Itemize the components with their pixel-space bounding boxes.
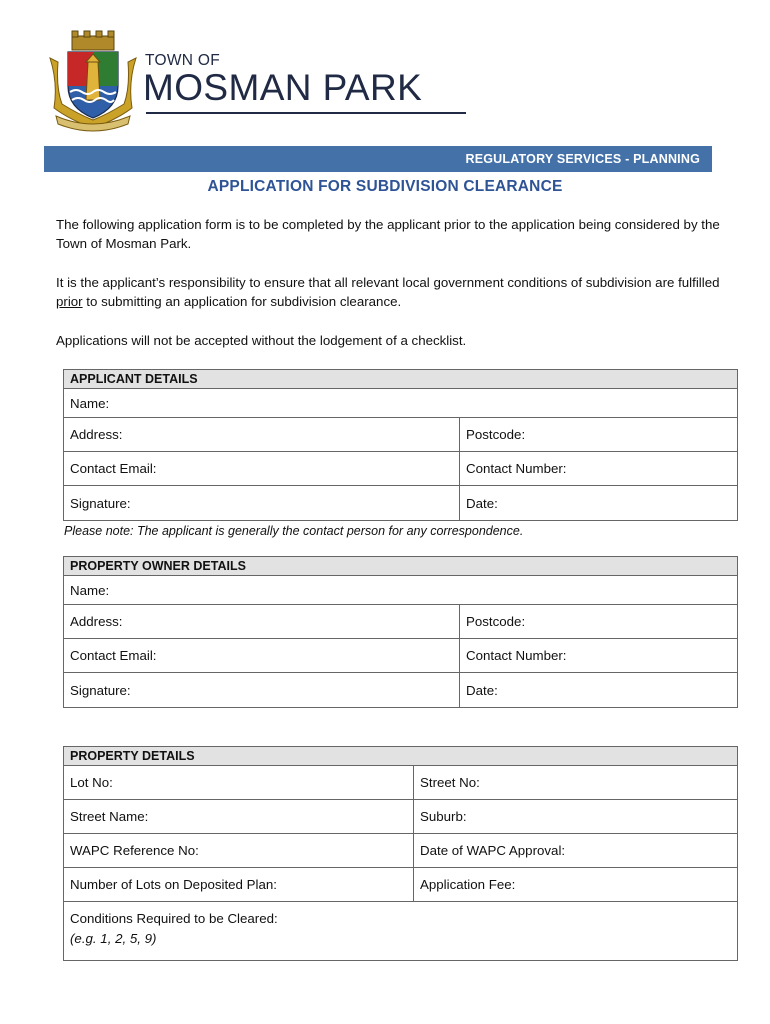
town-crest-icon: [48, 28, 138, 132]
intro-paragraph-2: [56, 273, 726, 311]
owner-email-field[interactable]: Contact Email:: [64, 639, 460, 672]
application-fee-field[interactable]: Application Fee:: [420, 877, 516, 892]
department-banner: [44, 146, 712, 172]
form-title: APPLICATION FOR SUBDIVISION CLEARANCE: [207, 178, 563, 195]
owner-phone-field[interactable]: Contact Number:: [466, 648, 567, 663]
town-of-label: TOWN OF: [145, 52, 220, 69]
applicant-email-field[interactable]: Contact Email:: [64, 452, 460, 485]
applicant-note: Please note: The applicant is generally the contact person for any correspondence.: [64, 524, 524, 538]
intro-paragraph-3: Applications will not be accepted without the lodgement of a checklist.: [56, 333, 467, 348]
applicant-address-field[interactable]: Address:: [64, 418, 460, 451]
wapc-approval-date-field[interactable]: Date of WAPC Approval:: [420, 843, 566, 858]
applicant-details-table: [63, 369, 738, 521]
owner-date-field[interactable]: Date:: [466, 682, 498, 698]
conditions-field[interactable]: [64, 902, 737, 960]
prior-underlined: prior: [56, 294, 83, 309]
applicant-name-field[interactable]: Name:: [70, 395, 110, 411]
applicant-phone-field[interactable]: Contact Number:: [466, 461, 567, 476]
property-details-table: [63, 746, 738, 961]
lot-no-field[interactable]: Lot No:: [64, 766, 414, 799]
owner-name-field[interactable]: Name:: [70, 582, 110, 598]
conditions-label: Conditions Required to be Cleared:: [70, 911, 278, 926]
intro-paragraph-2-start: It is the applicant’s responsibility to ensure that all relevant local government conditions of subdivision are fulfilled: [56, 275, 720, 290]
wapc-reference-field[interactable]: WAPC Reference No:: [64, 834, 414, 867]
logo-underline: [146, 112, 466, 114]
applicant-date-field[interactable]: Date:: [466, 495, 498, 511]
owner-details-heading: PROPERTY OWNER DETAILS: [64, 557, 737, 576]
town-logo: [44, 28, 466, 136]
owner-postcode-field[interactable]: Postcode:: [466, 614, 526, 629]
owner-address-field[interactable]: Address:: [64, 605, 460, 638]
intro-paragraph-1: The following application form is to be completed by the applicant prior to the application being considered by the Town of Mosman Park.: [56, 217, 720, 251]
intro-paragraph-2-end: to submitting an application for subdivision clearance.: [82, 294, 402, 309]
street-no-field[interactable]: Street No:: [420, 775, 480, 790]
owner-signature-field[interactable]: Signature:: [64, 673, 460, 707]
applicant-signature-field[interactable]: Signature:: [64, 486, 460, 520]
applicant-details-heading: APPLICANT DETAILS: [64, 370, 737, 389]
town-name: MOSMAN PARK: [143, 67, 423, 108]
suburb-field[interactable]: Suburb:: [420, 809, 467, 824]
conditions-hint: (e.g. 1, 2, 5, 9): [70, 931, 157, 946]
owner-details-table: [63, 556, 738, 708]
applicant-postcode-field[interactable]: Postcode:: [466, 427, 526, 442]
street-name-field[interactable]: Street Name:: [64, 800, 414, 833]
number-of-lots-field[interactable]: Number of Lots on Deposited Plan:: [64, 868, 414, 901]
department-label: REGULATORY SERVICES - PLANNING: [465, 152, 700, 166]
property-details-heading: PROPERTY DETAILS: [64, 747, 737, 766]
